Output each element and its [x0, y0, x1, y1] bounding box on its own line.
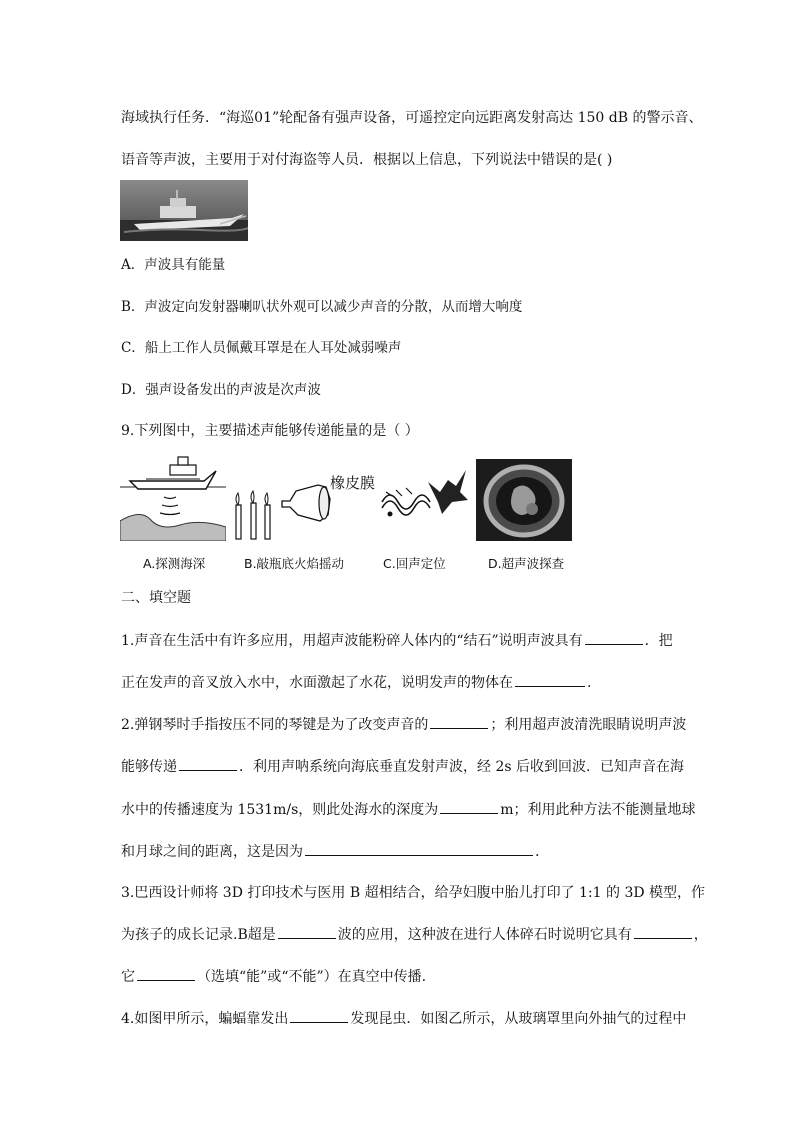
text: m；利用此种方法不能测量地球 [500, 802, 696, 818]
answer-blank[interactable] [440, 799, 498, 814]
q8-line-1: 海域执行任务．“海巡01”轮配备有强声设备，可遥控定向远距离发射高达 150 dB 的警示音、 [121, 110, 703, 126]
fill-q2-line-4 [121, 841, 539, 862]
caption-c: C.回声定位 [383, 556, 446, 571]
sonar-ship-figure [120, 455, 226, 541]
q8-option-c[interactable]: C．船上工作人员佩戴耳罩是在人耳处减弱噪声 [121, 340, 402, 356]
text: 波的应用，这种波在进行人体碎石时说明它具有 [337, 927, 632, 943]
text: 发现昆虫．如图乙所示，从玻璃罩里向外抽气的过程中 [350, 1011, 687, 1027]
text: 水中的传播速度为 1531m/s，则此处海水的深度为 [121, 802, 439, 818]
q9-stem: 9.下列图中，主要描述声能够传递能量的是（ ） [121, 423, 419, 439]
fill-q3-line-1: 3.巴西设计师将 3D 打印技术与医用 B 超相结合，给孕妇腹中胎儿打印了 1:1 的 3D 模型，作 [121, 885, 706, 901]
q8-option-b[interactable]: B．声波定向发射器喇叭状外观可以减少声音的分散，从而增大响度 [121, 299, 523, 315]
fill-q2-line-3 [121, 799, 696, 820]
answer-blank[interactable] [278, 924, 336, 939]
text: ．把 [644, 633, 673, 649]
text: . [587, 675, 592, 691]
candle-bottle-figure [232, 465, 332, 541]
caption-b: B.敲瓶底火焰摇动 [244, 556, 345, 571]
membrane-label: 橡皮膜 [330, 474, 376, 492]
q8-option-d[interactable]: D．强声设备发出的声波是次声波 [121, 382, 321, 398]
caption-a: A.探测海深 [143, 556, 206, 571]
answer-blank[interactable] [179, 756, 237, 771]
text: ；利用超声波清洗眼睛说明声波 [490, 717, 687, 733]
answer-blank[interactable] [290, 1008, 348, 1023]
answer-blank[interactable] [137, 966, 195, 981]
text: ．利用声呐系统向海底垂直发射声波，经 2s 后收到回波．已知声音在海 [239, 759, 684, 775]
text: 正在发声的音叉放入水中，水面激起了水花，说明发声的物体在 [121, 675, 513, 691]
text: 能够传递 [121, 759, 177, 775]
text: 它 [121, 969, 135, 985]
answer-blank[interactable] [305, 841, 533, 856]
text: 为孩子的成长记录.B超是 [121, 927, 276, 943]
text: ， [693, 927, 708, 943]
answer-blank[interactable] [634, 924, 692, 939]
q8-option-a[interactable]: A．声波具有能量 [121, 257, 226, 273]
fill-q3-line-2 [121, 924, 708, 945]
bat-echolocation-figure [376, 462, 470, 542]
text: 和月球之间的距离，这是因为 [121, 844, 303, 860]
text: . [535, 844, 540, 860]
ultrasound-figure [476, 459, 572, 541]
ship-photo [120, 180, 248, 241]
fill-q3-line-3 [121, 966, 426, 987]
fill-q1-line-2 [121, 672, 591, 693]
text: 1.声音在生活中有许多应用，用超声波能粉碎人体内的“结石”说明声波具有 [121, 633, 583, 649]
text: 4.如图甲所示，蝙蝠靠发出 [121, 1011, 289, 1027]
answer-blank[interactable] [585, 630, 643, 645]
text: 2.弹钢琴时手指按压不同的琴键是为了改变声音的 [121, 717, 429, 733]
caption-d: D.超声波探查 [488, 556, 565, 571]
answer-blank[interactable] [430, 714, 488, 729]
answer-blank[interactable] [515, 672, 585, 687]
section-title: 二、填空题 [121, 590, 191, 606]
fill-q1-line-1 [121, 630, 673, 651]
fill-q2-line-1 [121, 714, 686, 735]
q8-line-2: 语音等声波，主要用于对付海盗等人员．根据以上信息，下列说法中错误的是( ) [121, 152, 613, 168]
fill-q2-line-2 [121, 756, 684, 777]
fill-q4-line-1 [121, 1008, 686, 1029]
text: （选填“能”或“不能”）在真空中传播. [197, 969, 427, 985]
